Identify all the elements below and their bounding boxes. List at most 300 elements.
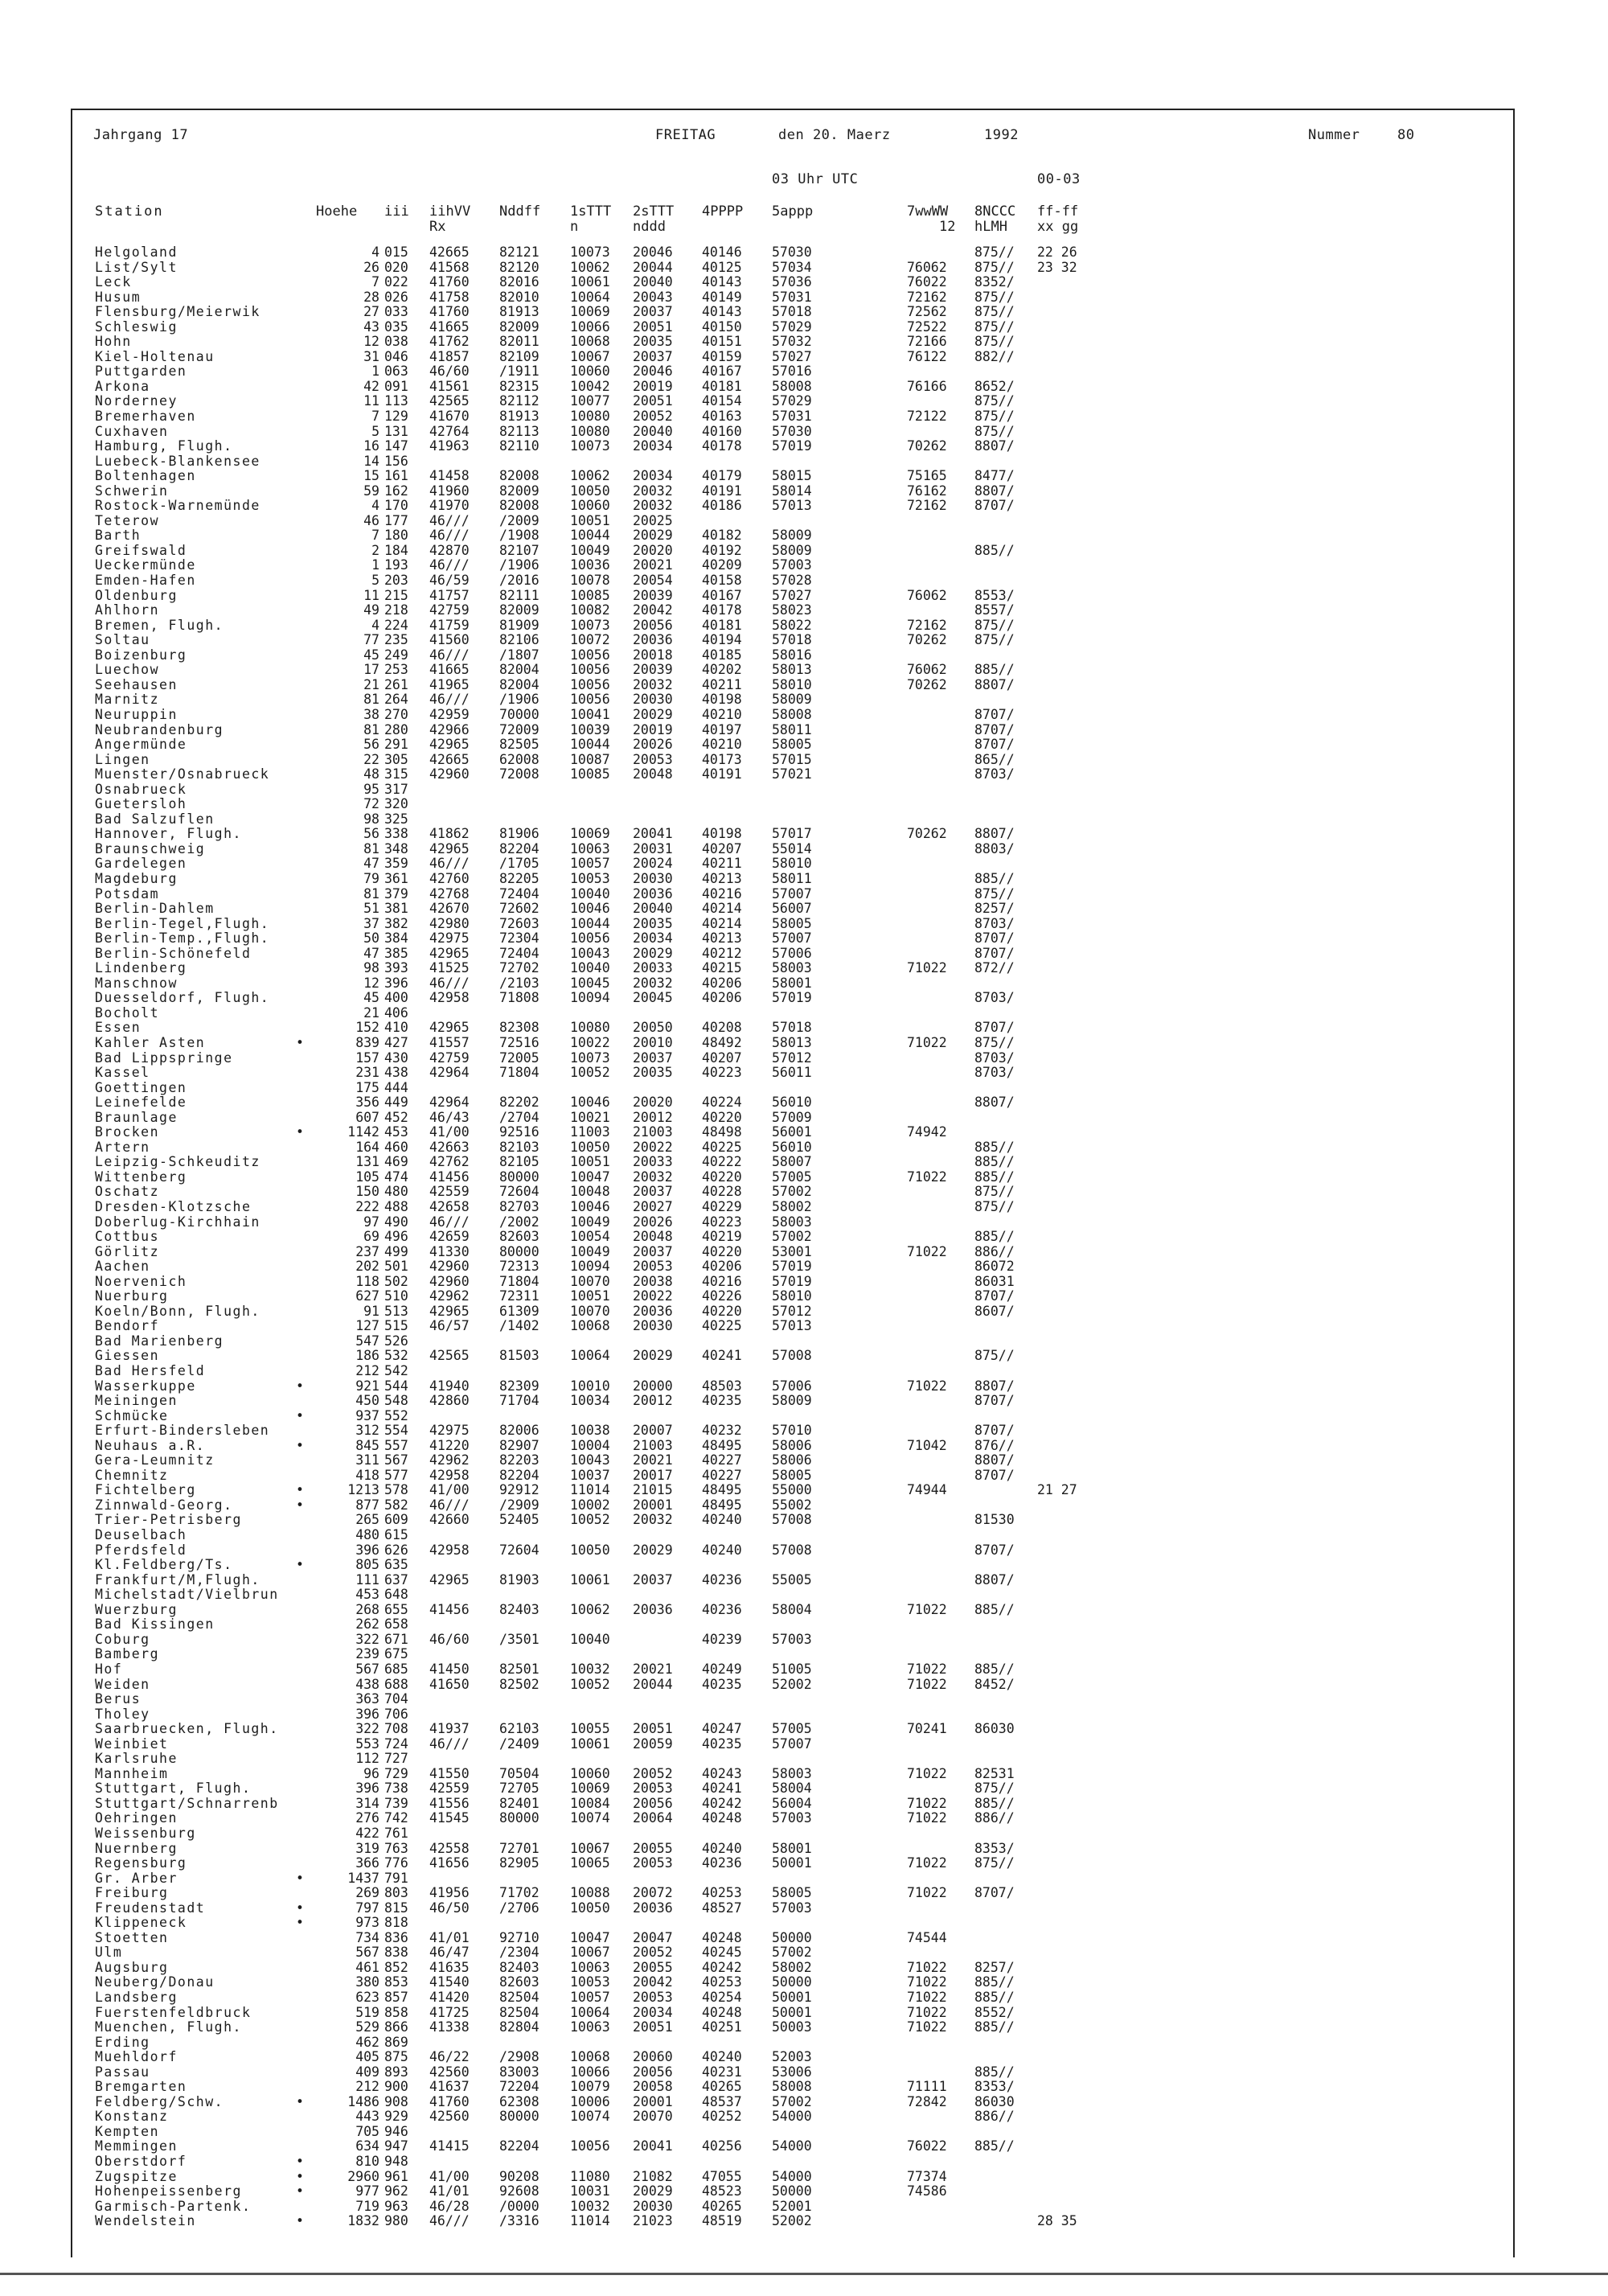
iii-cell: 474 [384,1169,408,1185]
5appp-cell: 57018 [772,632,812,648]
nddff-cell: 72313 [499,1259,539,1275]
iihvv-cell: 41760 [429,2093,470,2109]
nddff-cell: 72008 [499,766,539,782]
table-row [0,1617,1608,1633]
station-name: Seehausen [95,676,178,692]
iihvv-cell: 41665 [429,662,470,678]
1sttt-cell: 10046 [570,1199,610,1214]
hoehe-cell: 312 [355,1423,379,1439]
1sttt-cell: 10036 [570,557,610,573]
station-name: Hohn [95,334,132,350]
table-row [0,1871,1608,1887]
iii-cell: 739 [384,1795,408,1811]
nddff-cell: 82109 [499,348,539,364]
5appp-cell: 57007 [772,1735,812,1752]
iihvv-cell: 42559 [429,1184,470,1200]
hoehe-cell: 95 [363,781,379,797]
iii-cell: 727 [384,1751,408,1767]
7wwww-cell: 72122 [907,409,947,425]
iihvv-cell: 41557 [429,1034,470,1050]
1sttt-cell: 10066 [570,318,610,335]
5appp-cell: 50001 [772,1855,812,1871]
2sttt-cell: 20022 [633,1139,673,1155]
8nccc-cell: 875// [974,393,1015,409]
nummer-label: Nummer [1308,127,1360,143]
1sttt-cell: 10067 [570,1840,610,1856]
table-row [0,782,1608,798]
nddff-cell: 82204 [499,840,539,856]
hoehe-cell: 366 [355,1855,379,1871]
4pppp-cell: 40210 [702,706,742,722]
iii-cell: 582 [384,1497,408,1513]
8nccc-cell: 8707/ [974,706,1015,722]
iihvv-cell: 41450 [429,1661,470,1677]
station-name: Magdeburg [95,870,178,886]
iihvv-cell: 41556 [429,1795,470,1811]
hoehe-cell: 4 [371,244,379,260]
nddff-cell: 90208 [499,2168,539,2184]
4pppp-cell: 40143 [702,304,742,320]
station-name: Flensburg/Meierwik [95,304,260,320]
2sttt-cell: 20051 [633,2019,673,2035]
hoehe-cell: 1486 [347,2093,379,2109]
2sttt-cell: 20001 [633,1497,673,1513]
4pppp-cell: 40206 [702,975,742,991]
5appp-cell: 57016 [772,363,812,380]
hoehe-cell: 50 [363,930,379,947]
7wwww-cell: 72162 [907,617,947,633]
table-row [0,1200,1608,1215]
5appp-cell: 58006 [772,1437,812,1453]
hoehe-cell: 322 [355,1721,379,1737]
iii-cell: 688 [384,1676,408,1692]
iihvv-cell: 42663 [429,1139,470,1155]
8nccc-cell: 8807/ [974,826,1015,842]
station-name: Artern [95,1139,150,1155]
4pppp-cell: 40231 [702,2064,742,2080]
hoehe-cell: 31 [363,348,379,364]
1sttt-cell: 10072 [570,632,610,648]
4pppp-cell: 40228 [702,1184,742,1200]
iihvv-cell: 41420 [429,1989,470,2005]
5appp-cell: 51005 [772,1661,812,1677]
iihvv-cell: 41762 [429,334,470,350]
5appp-cell: 58001 [772,1840,812,1856]
2sttt-cell: 20055 [633,1840,673,1856]
5appp-cell: 58009 [772,528,812,544]
hoehe-cell: 380 [355,1974,379,1990]
station-name: Berlin-Schönefeld [95,945,252,961]
2sttt-cell: 20035 [633,334,673,350]
4pppp-cell: 40254 [702,1989,742,2005]
table-row [0,2199,1608,2215]
2sttt-cell: 20001 [633,2093,673,2109]
8nccc-cell: 8477/ [974,468,1015,484]
station-name: Augsburg [95,1959,169,1975]
table-row [0,305,1608,320]
8nccc-cell: 8553/ [974,587,1015,603]
table-row [0,484,1608,499]
table-row [0,1453,1608,1468]
5appp-cell: 57002 [772,2093,812,2109]
station-name: Neuberg/Donau [95,1974,215,1990]
iihvv-cell: 46/60 [429,1631,470,1647]
iii-cell: 359 [384,856,408,872]
iii-cell: 427 [384,1034,408,1050]
station-name: Konstanz [95,2109,169,2125]
8nccc-cell: 86072 [974,1259,1015,1275]
8nccc-cell: 875// [974,885,1015,902]
4pppp-cell: 40216 [702,1273,742,1289]
2sttt-cell: 20053 [633,1989,673,2005]
4pppp-cell: 40226 [702,1288,742,1304]
mountain-marker: • [296,2213,304,2229]
1sttt-cell: 10010 [570,1378,610,1394]
nddff-cell: /2704 [499,1109,539,1125]
table-row [0,558,1608,573]
nddff-cell: 83003 [499,2064,539,2080]
station-name: Freudenstadt [95,1900,206,1916]
hoehe-cell: 363 [355,1691,379,1707]
5appp-cell: 58013 [772,1034,812,1050]
nddff-cell: 72516 [499,1034,539,1050]
iii-cell: 215 [384,587,408,603]
4pppp-cell: 48495 [702,1437,742,1453]
1sttt-cell: 10068 [570,2049,610,2065]
4pppp-cell: 40173 [702,751,742,767]
nddff-cell: 82309 [499,1378,539,1394]
nddff-cell: 82004 [499,662,539,678]
nddff-cell: 82401 [499,1795,539,1811]
station-name: Gera-Leumnitz [95,1452,215,1468]
nddff-cell: 81913 [499,409,539,425]
nddff-cell: /2304 [499,1945,539,1961]
4pppp-cell: 40211 [702,676,742,692]
station-name: Hof [95,1661,123,1677]
iii-cell: 961 [384,2168,408,2184]
2sttt-cell: 20030 [633,2198,673,2214]
5appp-cell: 58016 [772,647,812,663]
nddff-cell: 82016 [499,274,539,290]
station-name: Muehldorf [95,2049,178,2065]
hoehe-cell: 262 [355,1616,379,1633]
station-name: Goettingen [95,1079,187,1095]
4pppp-cell: 40223 [702,1065,742,1081]
table-row [0,261,1608,276]
7wwww-cell: 76062 [907,662,947,678]
1sttt-cell: 10094 [570,990,610,1006]
4pppp-cell: 40220 [702,1243,742,1259]
station-name: Lindenberg [95,960,187,976]
nddff-cell: /0000 [499,2198,539,2214]
nddff-cell: 82106 [499,632,539,648]
nddff-cell: 82603 [499,1229,539,1245]
5appp-cell: 57008 [772,1348,812,1364]
hoehe-cell: 422 [355,1825,379,1841]
2sttt-cell: 20051 [633,1721,673,1737]
hoehe-cell: 46 [363,512,379,528]
2sttt-cell: 20029 [633,528,673,544]
iii-cell: 729 [384,1765,408,1781]
8nccc-cell: 86031 [974,1273,1015,1289]
1sttt-cell: 10060 [570,363,610,380]
table-row [0,1587,1608,1603]
iii-cell: 161 [384,468,408,484]
hoehe-cell: 98 [363,960,379,976]
iii-cell: 557 [384,1437,408,1453]
station-name: Weissenburg [95,1825,196,1841]
iihvv-cell: 46/59 [429,573,470,589]
iii-cell: 385 [384,945,408,961]
iihvv-cell: 42659 [429,1229,470,1245]
hoehe-cell: 77 [363,632,379,648]
4pppp-cell: 48495 [702,1497,742,1513]
mountain-marker: • [296,1497,304,1513]
7wwww-cell: 71022 [907,1676,947,1692]
iii-cell: 453 [384,1124,408,1140]
5appp-cell: 57032 [772,334,812,350]
5appp-cell: 57019 [772,1259,812,1275]
nddff-cell: 82308 [499,1020,539,1036]
8nccc-cell: 8703/ [974,1065,1015,1081]
mountain-marker: • [296,2093,304,2109]
iii-cell: 020 [384,259,408,275]
iii-cell: 791 [384,1870,408,1886]
iihvv-cell: 42762 [429,1154,470,1170]
station-name: Muenchen, Flugh. [95,2019,242,2035]
col-5appp: 5appp [772,203,814,220]
5appp-cell: 56011 [772,1065,812,1081]
iii-cell: 554 [384,1423,408,1439]
iihvv-cell: 42965 [429,840,470,856]
4pppp-cell: 40186 [702,498,742,514]
iihvv-cell: 42759 [429,602,470,618]
table-row [0,2125,1608,2140]
hoehe-cell: 839 [355,1034,379,1050]
hoehe-cell: 921 [355,1378,379,1394]
5appp-cell: 58008 [772,706,812,722]
iihvv-cell: 42870 [429,542,470,558]
8nccc-cell: 885// [974,1601,1015,1617]
iihvv-cell: 46/// [429,1497,470,1513]
iii-cell: 162 [384,483,408,499]
8nccc-cell: 876// [974,1437,1015,1453]
iii-cell: 708 [384,1721,408,1737]
5appp-cell: 55002 [772,1497,812,1513]
1sttt-cell: 10073 [570,244,610,260]
iii-cell: 490 [384,1214,408,1230]
table-row [0,648,1608,663]
iii-cell: 224 [384,617,408,633]
1sttt-cell: 10069 [570,826,610,842]
nddff-cell: /1908 [499,528,539,544]
iii-cell: 147 [384,438,408,454]
hoehe-cell: 105 [355,1169,379,1185]
7wwww-cell: 71022 [907,2004,947,2020]
8nccc-cell: 875// [974,289,1015,305]
iihvv-cell: 41940 [429,1378,470,1394]
iii-cell: 015 [384,244,408,260]
iihvv-cell: 42760 [429,870,470,886]
station-name: Giessen [95,1348,160,1364]
4pppp-cell: 40209 [702,557,742,573]
4pppp-cell: 40149 [702,289,742,305]
station-name: Hamburg, Flugh. [95,438,233,454]
iihvv-cell: 41725 [429,2004,470,2020]
7wwww-cell: 74544 [907,1929,947,1945]
table-row [0,275,1608,290]
4pppp-cell: 40159 [702,348,742,364]
station-name: Soltau [95,632,150,648]
1sttt-cell: 10049 [570,1243,610,1259]
5appp-cell: 57005 [772,1169,812,1185]
iii-cell: 577 [384,1467,408,1483]
1sttt-cell: 10082 [570,602,610,618]
iii-cell: 499 [384,1243,408,1259]
hoehe-cell: 212 [355,1363,379,1379]
7wwww-cell: 76022 [907,2138,947,2154]
hoehe-cell: 311 [355,1452,379,1468]
7wwww-cell: 71022 [907,1378,947,1394]
1sttt-cell: 10074 [570,2109,610,2125]
hoehe-cell: 47 [363,945,379,961]
1sttt-cell: 10040 [570,885,610,902]
nddff-cell: /1807 [499,647,539,663]
nddff-cell: 82502 [499,1676,539,1692]
hoehe-cell: 11 [363,393,379,409]
station-name: Wasserkuppe [95,1378,196,1394]
hoehe-cell: 131 [355,1154,379,1170]
station-name: Duesseldorf, Flugh. [95,990,270,1006]
5appp-cell: 58009 [772,542,812,558]
table-row [0,1334,1608,1349]
2sttt-cell: 20033 [633,1154,673,1170]
hoehe-cell: 937 [355,1407,379,1423]
iihvv-cell: 46/// [429,692,470,708]
nddff-cell: /3316 [499,2213,539,2229]
1sttt-cell: 10044 [570,528,610,544]
5appp-cell: 57008 [772,1512,812,1528]
iii-cell: 022 [384,274,408,290]
iihvv-cell: 42565 [429,1348,470,1364]
nddff-cell: 72604 [499,1184,539,1200]
8nccc-cell: 885// [974,1229,1015,1245]
iihvv-cell: 41458 [429,468,470,484]
station-name: Tholey [95,1706,150,1722]
table-row [0,454,1608,470]
station-name: Hohenpeissenberg [95,2183,242,2199]
iii-cell: 460 [384,1139,408,1155]
station-name: Memmingen [95,2138,178,2154]
1sttt-cell: 10050 [570,1542,610,1558]
station-name: Zugspitze [95,2168,178,2184]
station-name: Guetersloh [95,796,187,812]
1sttt-cell: 10038 [570,1423,610,1439]
nddff-cell: /2409 [499,1735,539,1752]
5appp-cell: 57018 [772,1020,812,1036]
station-name: Klippeneck [95,1915,187,1931]
nddff-cell: 82009 [499,602,539,618]
table-row [0,1021,1608,1036]
1sttt-cell: 10054 [570,1229,610,1245]
1sttt-cell: 10056 [570,662,610,678]
5appp-cell: 58005 [772,1467,812,1483]
8nccc-cell: 8703/ [974,915,1015,931]
2sttt-cell: 20045 [633,990,673,1006]
nddff-cell: 82804 [499,2019,539,2035]
4pppp-cell: 40163 [702,409,742,425]
table-row [0,1468,1608,1484]
5appp-cell: 57005 [772,1721,812,1737]
iihvv-cell: 41759 [429,617,470,633]
table-row [0,1856,1608,1871]
iii-cell: 900 [384,2079,408,2095]
hoehe-cell: 418 [355,1467,379,1483]
nddff-cell: 82105 [499,1154,539,1170]
1sttt-cell: 10068 [570,1318,610,1334]
iii-cell: 384 [384,930,408,947]
hoehe-cell: 118 [355,1273,379,1289]
station-name: Nuerburg [95,1288,169,1304]
5appp-cell: 58002 [772,1199,812,1214]
1sttt-cell: 10050 [570,483,610,499]
8nccc-cell: 886// [974,2109,1015,2125]
7wwww-cell: 71022 [907,1795,947,1811]
1sttt-cell: 10048 [570,1184,610,1200]
1sttt-cell: 10040 [570,960,610,976]
table-row [0,2184,1608,2199]
station-name: Wittenberg [95,1169,187,1185]
8nccc-cell: 875// [974,304,1015,320]
station-name: Weiden [95,1676,150,1692]
4pppp-cell: 40167 [702,587,742,603]
5appp-cell: 52002 [772,1676,812,1692]
ff-cell: 23 32 [1037,259,1077,275]
hoehe-cell: 17 [363,662,379,678]
hoehe-cell: 150 [355,1184,379,1200]
5appp-cell: 57006 [772,1378,812,1394]
nddff-cell: 82010 [499,289,539,305]
nddff-cell: 72404 [499,945,539,961]
nddff-cell: 82111 [499,587,539,603]
iihvv-cell: 42966 [429,721,470,737]
8nccc-cell: 8807/ [974,676,1015,692]
iii-cell: 515 [384,1318,408,1334]
table-row [0,633,1608,648]
hoehe-cell: 7 [371,409,379,425]
8nccc-cell: 8807/ [974,1378,1015,1394]
hoehe-cell: 222 [355,1199,379,1214]
8nccc-cell: 885// [974,1989,1015,2005]
hoehe-cell: 519 [355,2004,379,2020]
station-name: Norderney [95,393,178,409]
5appp-cell: 57006 [772,945,812,961]
8nccc-cell: 8557/ [974,602,1015,618]
station-name: Essen [95,1020,142,1036]
iihvv-cell: 46/// [429,647,470,663]
table-row [0,1185,1608,1200]
table-row [0,2065,1608,2080]
iihvv-cell: 42965 [429,1020,470,1036]
table-row [0,2006,1608,2021]
nddff-cell: 82204 [499,1467,539,1483]
4pppp-cell: 40235 [702,1676,742,1692]
hoehe-cell: 2960 [347,2168,379,2184]
iii-cell: 675 [384,1646,408,1662]
iii-cell: 091 [384,378,408,394]
station-name: Zinnwald-Georg. [95,1497,233,1513]
2sttt-cell: 20019 [633,378,673,394]
